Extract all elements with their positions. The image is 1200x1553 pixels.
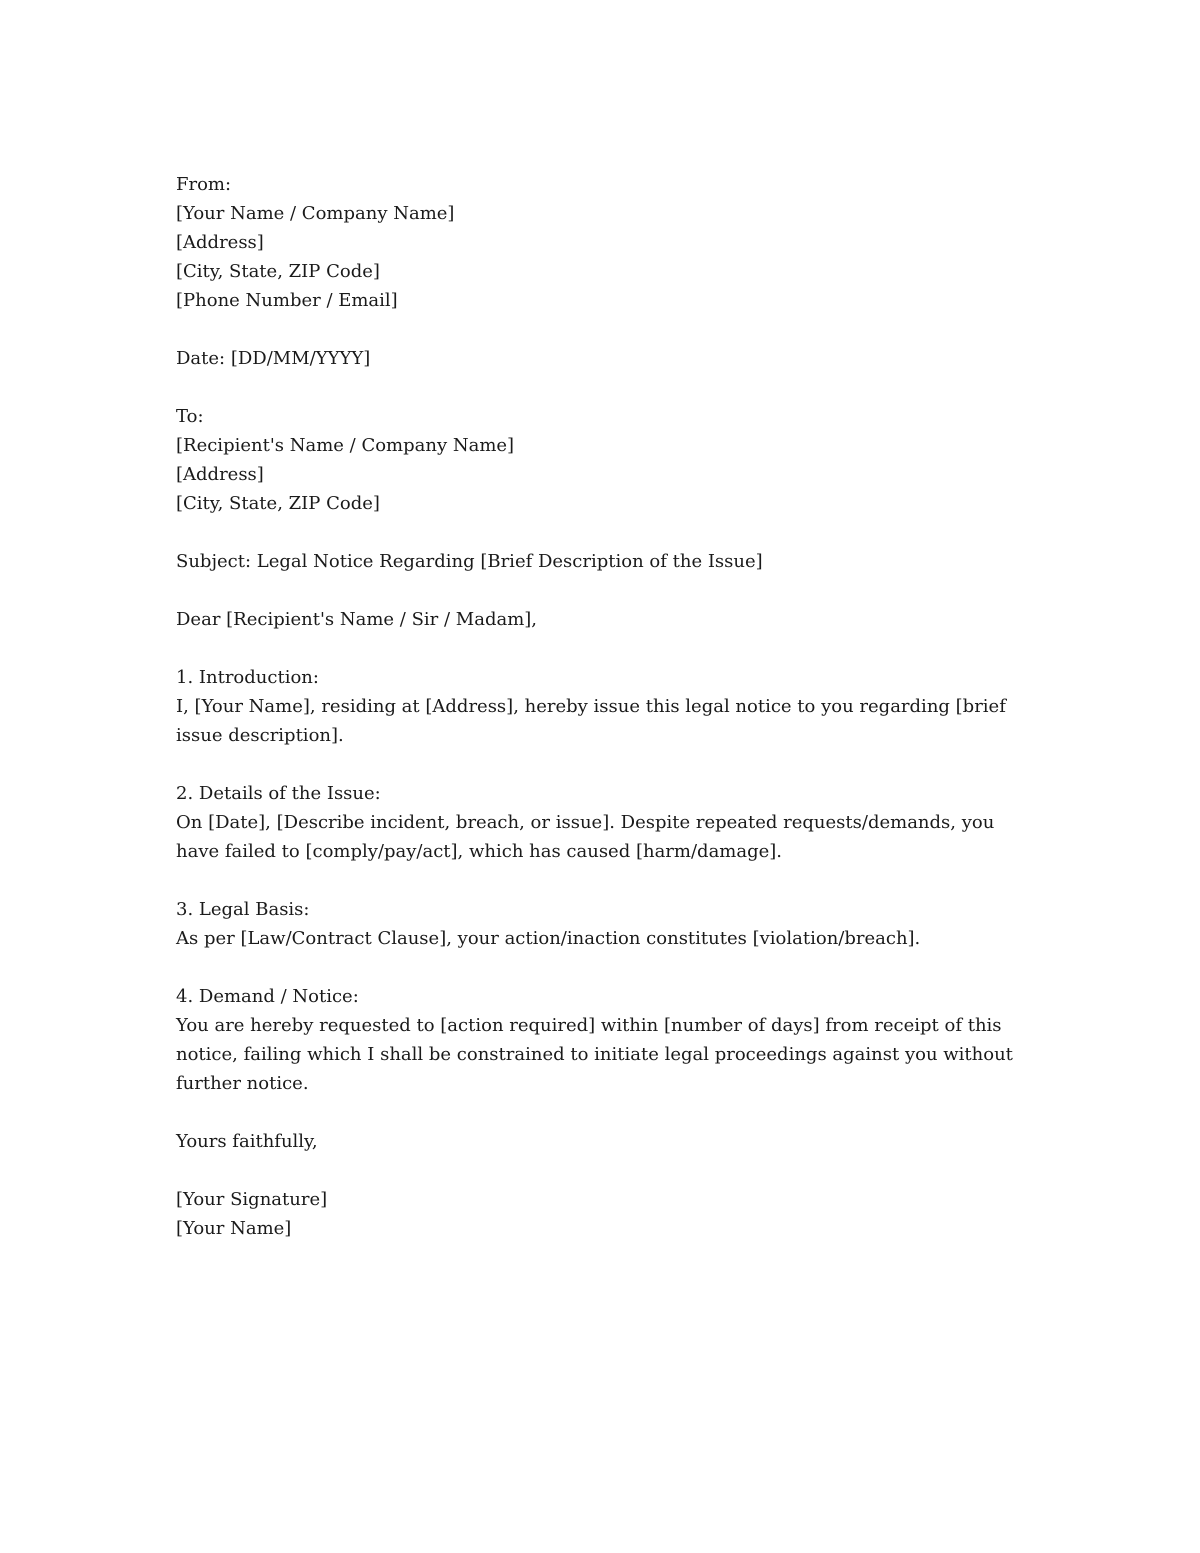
signer-name: [Your Name] [176, 1218, 292, 1239]
spacer [176, 866, 1026, 895]
spacer [176, 315, 1026, 344]
spacer [176, 634, 1026, 663]
signature-placeholder: [Your Signature] [176, 1189, 328, 1210]
section-body: You are hereby requested to [action required] within [number of days] from receipt of this notice, failing which I shall be constrained to initiate legal proceedings against you without further notice. [176, 1015, 1013, 1094]
spacer [176, 1098, 1026, 1127]
spacer [176, 750, 1026, 779]
section-details [176, 779, 1026, 866]
spacer [176, 1156, 1026, 1185]
spacer [176, 576, 1026, 605]
spacer [176, 953, 1026, 982]
section-heading: 3. Legal Basis: [176, 899, 310, 920]
signature-block [176, 1185, 1026, 1243]
section-body: I, [Your Name], residing at [Address], hereby issue this legal notice to you regarding [brief issue description]. [176, 696, 1006, 746]
sender-contact: [Phone Number / Email] [176, 290, 398, 311]
recipient-address: [Address] [176, 464, 264, 485]
section-body: On [Date], [Describe incident, breach, or issue]. Despite repeated requests/demands, you have failed to [comply/pay/act], which has caused [harm/damage]. [176, 812, 995, 862]
sender-address: [Address] [176, 232, 264, 253]
sender-block [176, 170, 1026, 315]
section-heading: 2. Details of the Issue: [176, 783, 381, 804]
section-heading: 1. Introduction: [176, 667, 319, 688]
section-introduction [176, 663, 1026, 750]
recipient-name: [Recipient's Name / Company Name] [176, 435, 515, 456]
date-line: Date: [DD/MM/YYYY] [176, 348, 371, 369]
closing: Yours faithfully, [176, 1131, 318, 1152]
sender-name: [Your Name / Company Name] [176, 203, 455, 224]
legal-notice-letter [176, 170, 1026, 1243]
section-heading: 4. Demand / Notice: [176, 986, 359, 1007]
spacer [176, 518, 1026, 547]
recipient-city-state-zip: [City, State, ZIP Code] [176, 493, 380, 514]
sender-label: From: [176, 174, 232, 195]
spacer [176, 373, 1026, 402]
subject-line: Subject: Legal Notice Regarding [Brief Description of the Issue] [176, 551, 763, 572]
section-legal-basis [176, 895, 1026, 953]
salutation: Dear [Recipient's Name / Sir / Madam], [176, 609, 538, 630]
section-body: As per [Law/Contract Clause], your action/inaction constitutes [violation/breach]. [176, 928, 921, 949]
section-demand [176, 982, 1026, 1098]
recipient-label: To: [176, 406, 204, 427]
sender-city-state-zip: [City, State, ZIP Code] [176, 261, 380, 282]
recipient-block [176, 402, 1026, 518]
